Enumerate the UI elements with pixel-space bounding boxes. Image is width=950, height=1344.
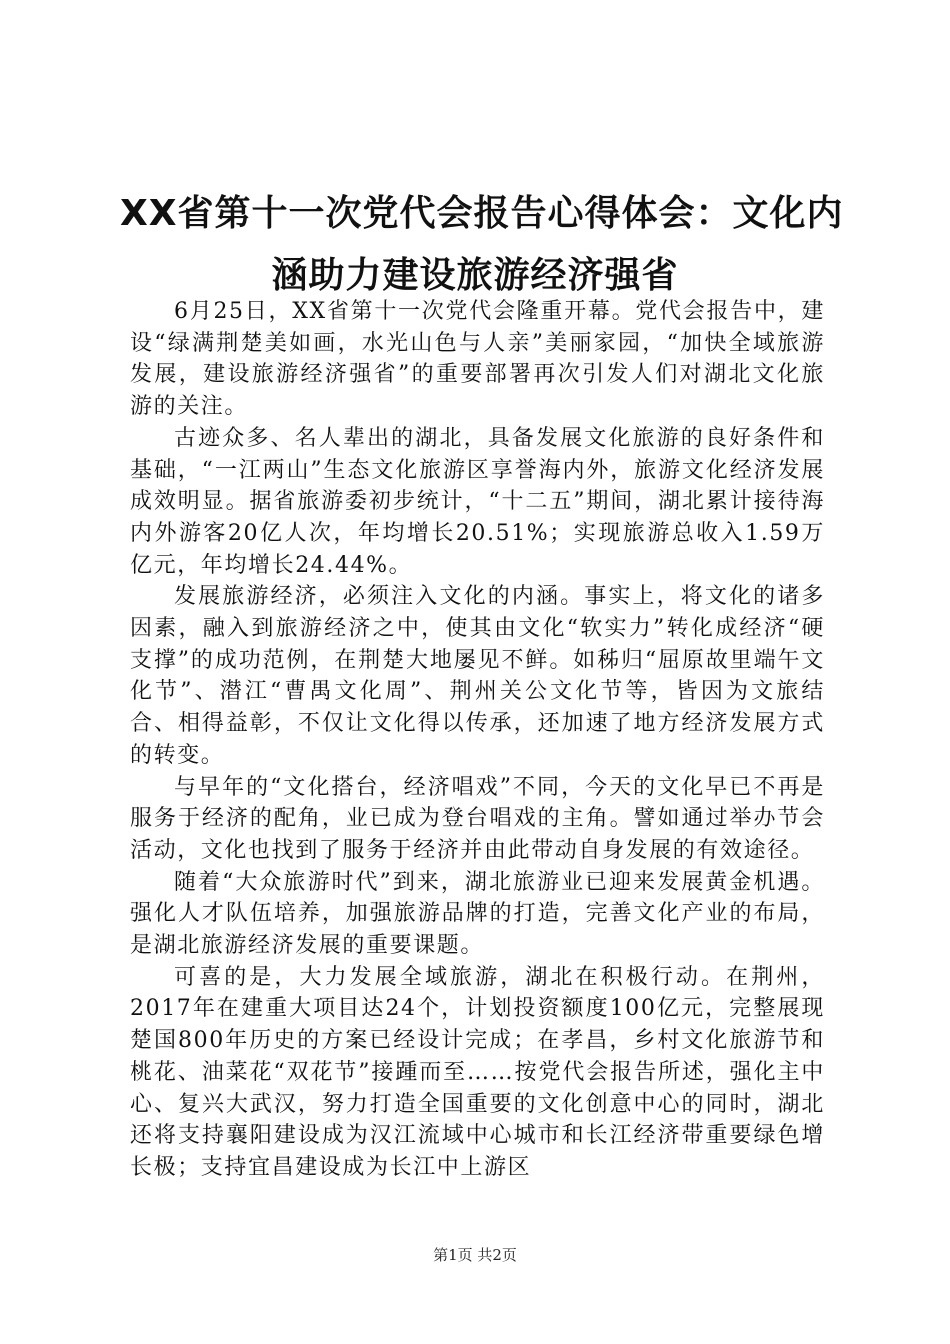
paragraph-2: 古迹众多、名人辈出的湖北，具备发展文化旅游的良好条件和基础，“一江两山”生态文化旅游区享誉海内外，旅游文化经济发展成效明显。据省旅游委初步统计，“十二五”期间，湖北累计接待海内外游客20亿人次，年均增长20.51%；实现旅游总收入1.59万亿元，年均增长24.44%。 bbox=[130, 425, 825, 578]
title-line-2: 涵助力建设旅游经济强省 bbox=[271, 255, 679, 296]
document-title bbox=[120, 183, 844, 307]
paragraph-1: 6月25日，XX省第十一次党代会隆重开幕。党代会报告中，建设“绿满荆楚美如画，水光山色与人亲”美丽家园，“加快全域旅游发展，建设旅游经济强省”的重要部署再次引发人们对湖北文化旅游的关注。 bbox=[130, 299, 825, 420]
paragraph-3: 发展旅游经济，必须注入文化的内涵。事实上，将文化的诸多因素，融入到旅游经济之中，使其由文化“软实力”转化成经济“硬支撑”的成功范例，在荆楚大地屡见不鲜。如秭归“屈原故里端午文化节”、潜江“曹禺文化周”、荆州关公文化节等，皆因为文旅结合、相得益彰，不仅让文化得以传承，还加速了地方经济发展方式的转变。 bbox=[130, 584, 825, 768]
document-body bbox=[130, 296, 825, 1184]
paragraph-4: 与早年的“文化搭台，经济唱戏”不同，今天的文化早已不再是服务于经济的配角，业已成为登台唱戏的主角。譬如通过举办节会活动，文化也找到了服务于经济并由此带动自身发展的有效途径。 bbox=[130, 774, 825, 863]
title-line-1: XX省第十一次党代会报告心得体会：文化内 bbox=[120, 193, 844, 234]
paragraph-6: 可喜的是，大力发展全域旅游，湖北在积极行动。在荆州，2017年在建重大项目达24个，计划投资额度100亿元，完整展现楚国800年历史的方案已经设计完成；在孝昌，乡村文化旅游节和桃花、油菜花“双花节”接踵而至……按党代会报告所述，强化主中心、复兴大武汉，努力打造全国重要的文化创意中心的同时，湖北还将支持襄阳建设成为汉江流域中心城市和长江经济带重要绿色增长极；支持宜昌建设成为长江中上游区 bbox=[130, 964, 825, 1180]
paragraph-5: 随着“大众旅游时代”到来，湖北旅游业已迎来发展黄金机遇。强化人才队伍培养，加强旅游品牌的打造，完善文化产业的布局，是湖北旅游经济发展的重要课题。 bbox=[130, 869, 825, 959]
page-number-footer: 第1页 共2页 bbox=[433, 1246, 517, 1264]
